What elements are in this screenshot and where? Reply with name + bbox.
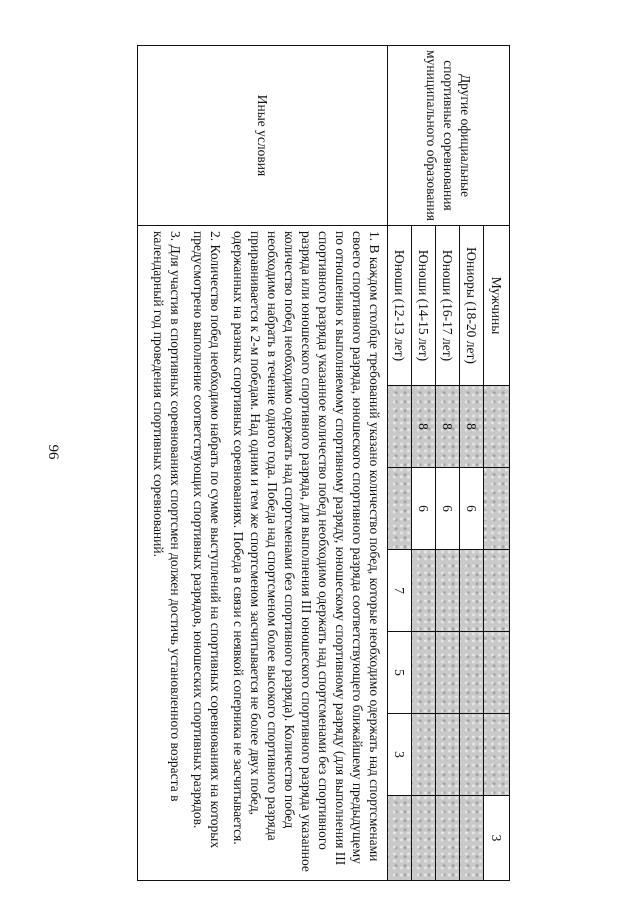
table-cell: 8 bbox=[460, 386, 484, 468]
table-cell bbox=[460, 796, 484, 881]
table-cell bbox=[436, 714, 460, 796]
table-cell: 6 bbox=[436, 468, 460, 550]
header-cell bbox=[484, 386, 510, 468]
age-group-label: Юниоры (18-20 лет) bbox=[460, 226, 484, 386]
table-cell bbox=[388, 386, 412, 468]
table-cell bbox=[412, 632, 436, 714]
header-cell bbox=[484, 550, 510, 632]
table-cell bbox=[436, 796, 460, 881]
requirements-table bbox=[137, 45, 510, 881]
condition-paragraph: 2. Количество побед необходимо набрать по сумме выступлений на спортивных соревнованиях на которых предусмотрено выполнение соответствующих спортивных разрядов, юношеских спортивных разрядов. bbox=[191, 231, 223, 849]
condition-paragraph: 3. Для участия в спортивных соревнованиях спортсмен должен достичь установленного возраста в календарный год проведения спортивных соревнований. bbox=[151, 231, 183, 802]
conditions-row bbox=[138, 46, 388, 881]
header-cell bbox=[484, 632, 510, 714]
rotated-page bbox=[70, 45, 510, 880]
table-cell: 8 bbox=[436, 386, 460, 468]
table-cell bbox=[436, 632, 460, 714]
table-cell bbox=[412, 550, 436, 632]
table-cell bbox=[460, 714, 484, 796]
age-group-label: Юноши (14-15 лет) bbox=[412, 226, 436, 386]
header-row bbox=[484, 46, 510, 881]
other-conditions-label: Иные условия bbox=[138, 46, 388, 226]
table-cell: 6 bbox=[412, 468, 436, 550]
table-cell bbox=[412, 796, 436, 881]
header-cell bbox=[484, 468, 510, 550]
rotated-content bbox=[70, 45, 510, 880]
age-group-label: Юноши (12-13 лет) bbox=[388, 226, 412, 386]
table-cell bbox=[460, 632, 484, 714]
header-cell: 3 bbox=[484, 796, 510, 881]
conditions-text bbox=[138, 226, 388, 881]
table-cell: 3 bbox=[388, 714, 412, 796]
table-cell bbox=[388, 468, 412, 550]
table-cell bbox=[460, 550, 484, 632]
condition-paragraph: 1. В каждом столбце требований указано количество побед, которые необходимо одержать над спортсменами своего спортивного разряда, юношеского спортивного разряда соответствующего ближайшему предыдущему по отношению к выполняемому спортивному разряду, юношескому спортивному разряду (для выполнения III спортивного разряда указанное количество побед необходимо одержать над спортсменами без спортивного разряда или юношеского спортивного разряда, для выполнения III юношеского спортивного разряда указанное количество побед необходимо одержать над спортсменами без спортивного разряда). Количество побед необходимо набрать в течение одного года. Победа над спортсменом более высокого спортивного разряда приравнивается к 2-м победам. Над одним и тем же спортсменом засчитывается не более двух побед, одержанных на разных спортивных соревнованиях. Победа в связи с неявкой соперника не засчитывается. bbox=[231, 231, 382, 872]
table-cell: 5 bbox=[388, 632, 412, 714]
table-cell: 7 bbox=[388, 550, 412, 632]
table-cell bbox=[412, 714, 436, 796]
header-men: Мужчины bbox=[484, 226, 510, 386]
table-cell bbox=[388, 796, 412, 881]
table-cell: 8 bbox=[412, 386, 436, 468]
table-cell bbox=[436, 550, 460, 632]
age-group-label: Юноши (16-17 лет) bbox=[436, 226, 460, 386]
page-number: 96 bbox=[45, 444, 61, 460]
header-cell bbox=[484, 714, 510, 796]
competition-label: Другие официальные спортивные соревнования муниципального образования bbox=[388, 46, 510, 226]
table-cell: 6 bbox=[460, 468, 484, 550]
